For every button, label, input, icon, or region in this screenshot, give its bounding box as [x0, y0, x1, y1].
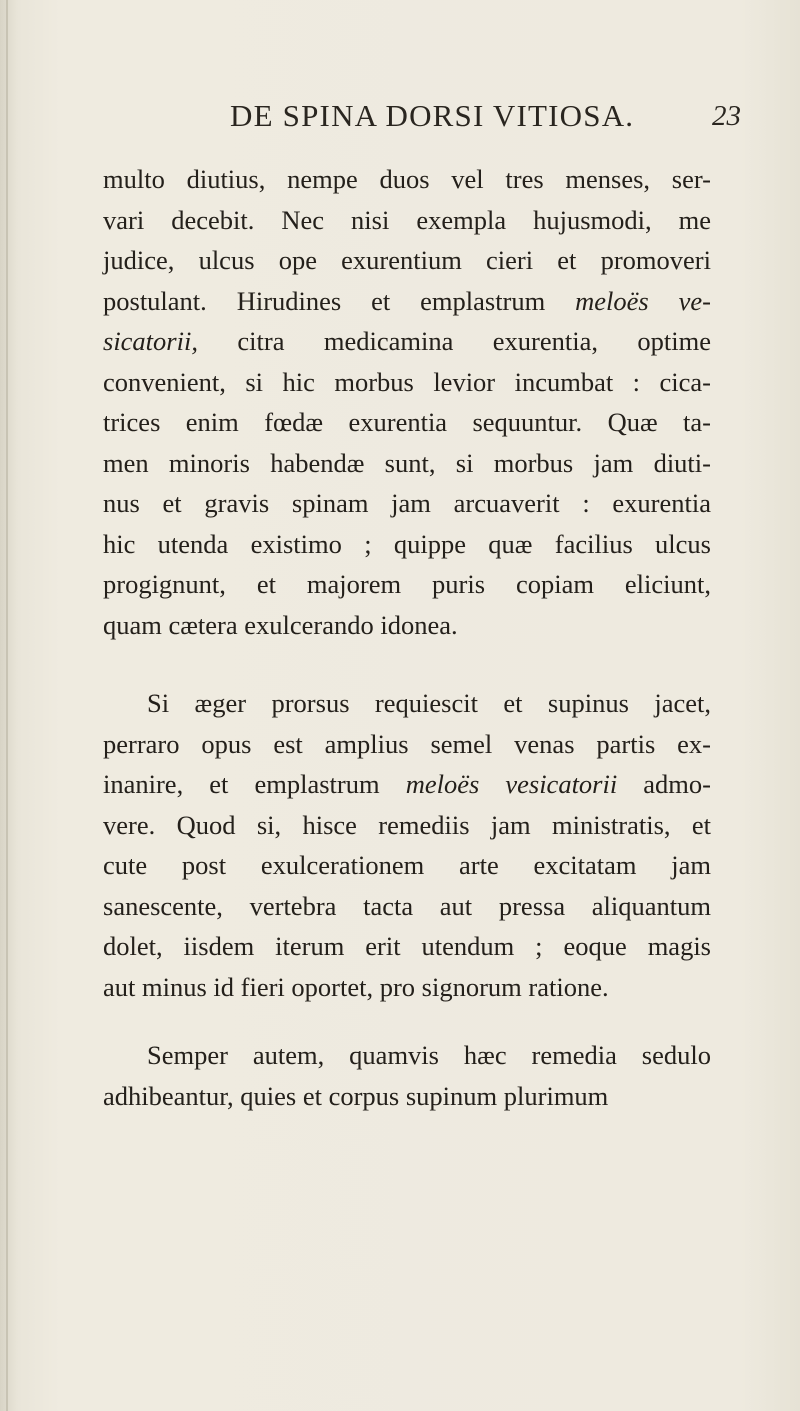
text-line: [103, 200, 711, 241]
text-line: [103, 159, 711, 200]
text-line: [103, 281, 711, 322]
text-line: [103, 1035, 711, 1076]
text-run: judice, ulcus ope exurentium cieri et promoveri: [103, 245, 711, 275]
text-line: [103, 240, 711, 281]
text-run: trices enim fœdæ exurentia sequuntur. Quæ ta-: [103, 407, 711, 437]
text-run: adhibeantur, quies et corpus supinum plurimum: [103, 1080, 609, 1111]
paragraph-3: [103, 1035, 711, 1116]
text-run: cute post exulcerationem arte excitatam jam: [103, 850, 711, 880]
text-line: [103, 321, 711, 362]
page-number: 23: [712, 100, 741, 132]
text-run: sanescente, vertebra tacta aut pressa aliquantum: [103, 890, 711, 921]
paragraph-2: [103, 683, 711, 1007]
text-run: Si æger prorsus requiescit et supinus jacet,: [147, 688, 711, 718]
text-run: postulant. Hirudines et emplastrum: [103, 285, 576, 316]
text-line: [103, 683, 711, 724]
text-run: aut minus id fieri oportet, pro signorum ratione.: [103, 971, 609, 1002]
paragraph-1: [103, 159, 711, 645]
text-line: [103, 564, 711, 605]
text-run: vari decebit. Nec nisi exempla hujusmodi, me: [103, 204, 711, 235]
text-run: nus et gravis spinam jam arcuaverit : exurentia: [103, 488, 711, 518]
text-run: citra medicamina exurentia, optime: [197, 326, 711, 356]
text-run: multo diutius, nempe duos vel tres menses, ser-: [103, 164, 711, 194]
text-line: [103, 967, 711, 1008]
running-title: DE SPINA DORSI VITIOSA.: [230, 98, 635, 133]
text-line: [103, 443, 711, 484]
italic-term: sicatorii,: [103, 326, 198, 356]
paragraph-gap: [103, 645, 711, 683]
text-line: [103, 845, 711, 886]
text-line: [103, 483, 711, 524]
text-line: [103, 724, 711, 765]
text-run: men minoris habendæ sunt, si morbus jam diuti-: [103, 447, 711, 478]
text-line: [103, 805, 711, 846]
text-run: quam cætera exulcerando idonea.: [103, 609, 458, 640]
text-line: [103, 362, 711, 403]
text-line: [103, 524, 711, 565]
text-line: [103, 1076, 711, 1117]
text-line: [103, 402, 711, 443]
text-line: [103, 926, 711, 967]
text-line: [103, 605, 711, 646]
text-run: Semper autem, quamvis hæc remedia sedulo: [147, 1040, 711, 1070]
text-run: admo-: [617, 769, 711, 799]
text-run: hic utenda existimo ; quippe quæ facilius ulcus: [103, 528, 711, 559]
text-line: [103, 764, 711, 805]
text-run: progignunt, et majorem puris copiam eliciunt,: [103, 569, 711, 599]
page-gutter: [6, 0, 8, 1411]
italic-term: meloës ve-: [575, 285, 711, 316]
text-run: inanire, et emplastrum: [103, 769, 406, 799]
text-run: vere. Quod si, hisce remediis jam ministratis, et: [103, 809, 711, 840]
page-header: [0, 98, 800, 148]
text-run: dolet, iisdem iterum erit utendum ; eoque magis: [103, 931, 711, 961]
italic-term: meloës vesicatorii: [405, 769, 618, 799]
paragraph-gap: [103, 1007, 711, 1035]
text-run: perraro opus est amplius semel venas partis ex-: [103, 728, 711, 759]
text-line: [103, 886, 711, 927]
body-text: [103, 159, 711, 1116]
text-run: convenient, si hic morbus levior incumbat : cica-: [103, 366, 711, 397]
